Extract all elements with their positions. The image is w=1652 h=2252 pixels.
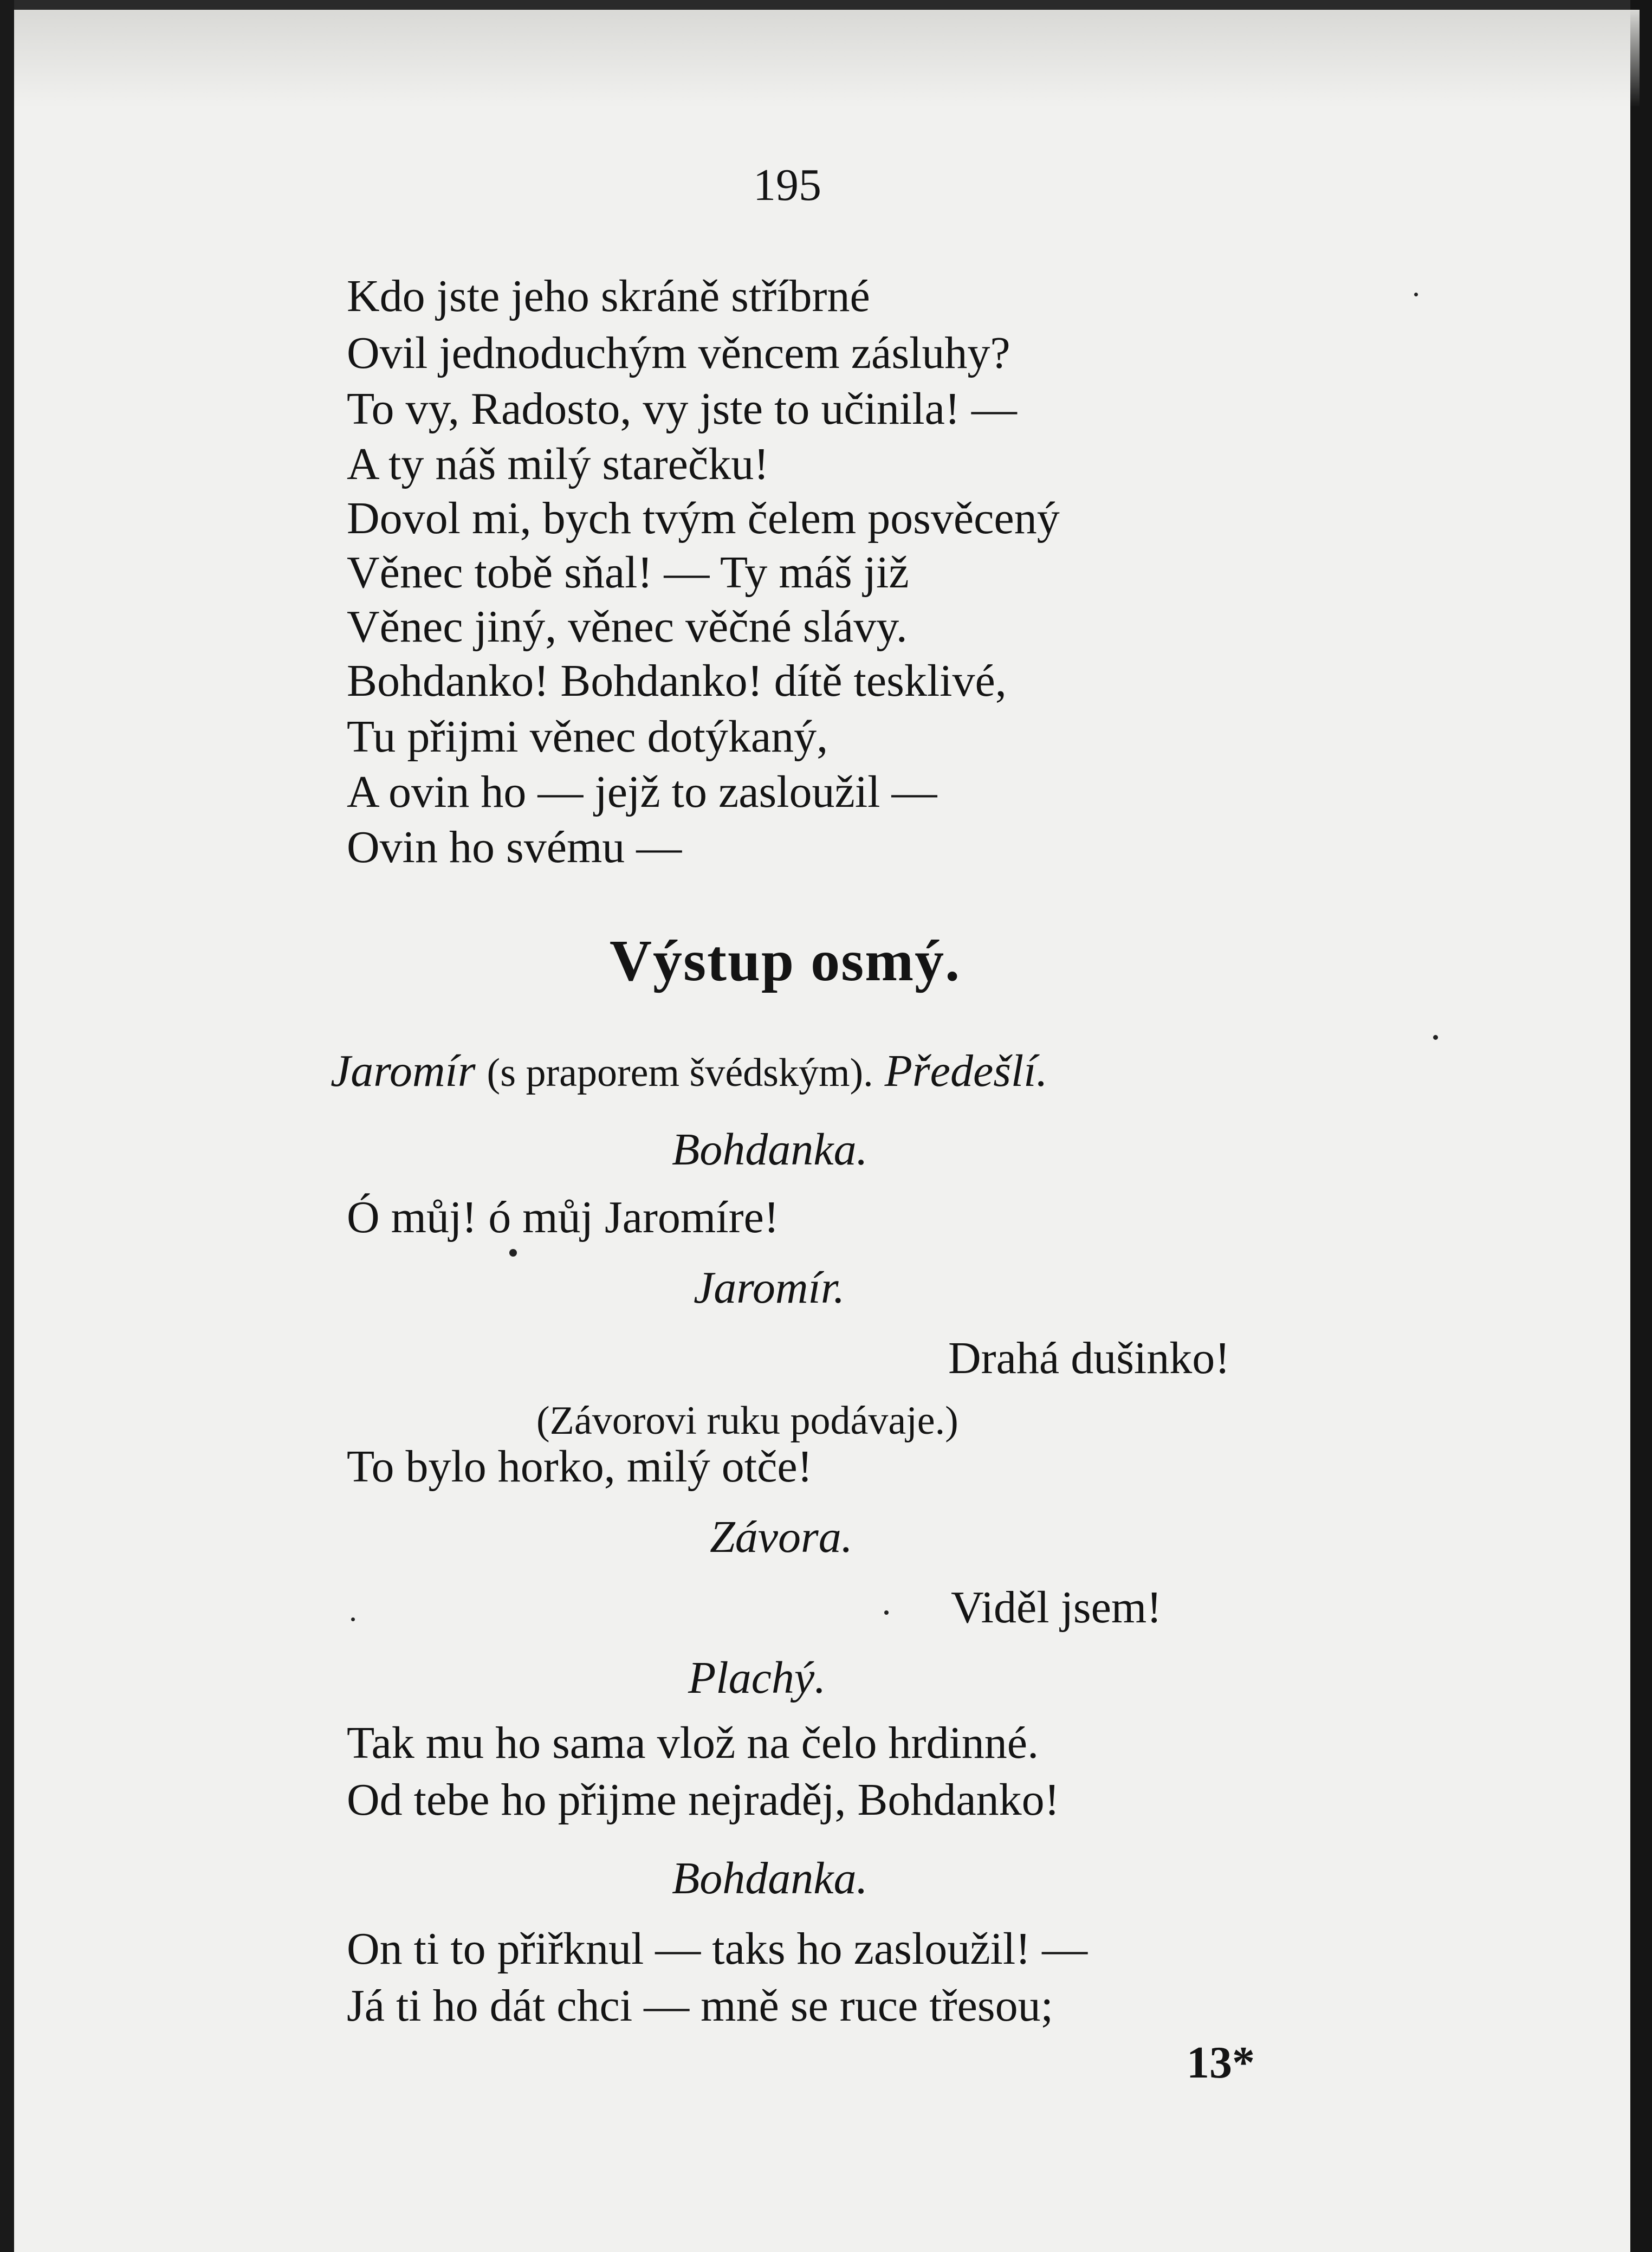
verse-line-1: Kdo jste jeho skráně stříbrné [347,271,870,321]
stage-direction [331,1046,1048,1096]
verse-line-2: Ovil jednoduchým věncem zásluhy? [347,328,1010,378]
verse-line-11: Ovin ho svému — [347,822,682,872]
verse-line-10: A ovin ho — jejž to zasloužil — [347,767,937,817]
speaker-plachy: Plachý. [688,1653,826,1703]
stage-note: (s praporem švédským). [487,1051,873,1095]
scan-left-edge [0,0,14,2252]
speaker-bohdanka-1: Bohdanka. [672,1124,868,1175]
scene-heading: Výstup osmý. [610,929,961,993]
verse-line-8: Bohdanko! Bohdanko! dítě tesklivé, [347,656,1007,706]
signature-mark: 13* [1187,2037,1255,2088]
verse-line-6: Věnec tobě sňal! — Ty máš již [347,547,909,598]
speaker-zavora: Závora. [710,1512,853,1562]
speaker-jaromir: Jaromír. [694,1263,845,1313]
dialogue-line-6a: On ti to přiřknul — taks ho zasloužil! — [347,1924,1088,1974]
scan-shadow [14,10,1640,107]
dialogue-line-5b: Od tebe ho přijme nejraděj, Bohdanko! [347,1775,1060,1825]
verse-line-5: Dovol mi, bych tvým čelem posvěcený [347,493,1060,543]
ink-speck [509,1249,517,1257]
ink-speck [1414,293,1418,296]
verse-line-3: To vy, Radosto, vy jste to učinila! — [347,384,1017,434]
dialogue-line-1: Ó můj! ó můj Jaromíre! [347,1192,779,1243]
dialogue-line-5a: Tak mu ho sama vlož na čelo hrdinné. [347,1718,1039,1768]
verse-line-4: A ty náš milý starečku! [347,439,769,489]
stage-character: Jaromír [331,1046,476,1096]
scan-right-edge [1630,0,1652,2252]
dialogue-line-3: To bylo horko, milý otče! [347,1441,813,1492]
stage-others: Předešlí. [884,1046,1048,1096]
verse-line-9: Tu přijmi věnec dotýkaný, [347,711,828,762]
stage-direction-2: (Závorovi ruku podávaje.) [536,1399,958,1443]
dialogue-line-4: Viděl jsem! [951,1582,1162,1633]
ink-speck [884,1610,889,1615]
verse-line-7: Věnec jiný, věnec věčné slávy. [347,601,908,652]
dialogue-line-6b: Já ti ho dát chci — mně se ruce třesou; [347,1981,1053,2031]
speaker-bohdanka-2: Bohdanka. [672,1853,868,1904]
scan-top-edge [0,0,1652,10]
ink-speck [1433,1035,1438,1040]
dialogue-line-2: Drahá dušinko! [948,1333,1230,1383]
page-number: 195 [753,160,821,210]
ink-speck [351,1617,355,1621]
